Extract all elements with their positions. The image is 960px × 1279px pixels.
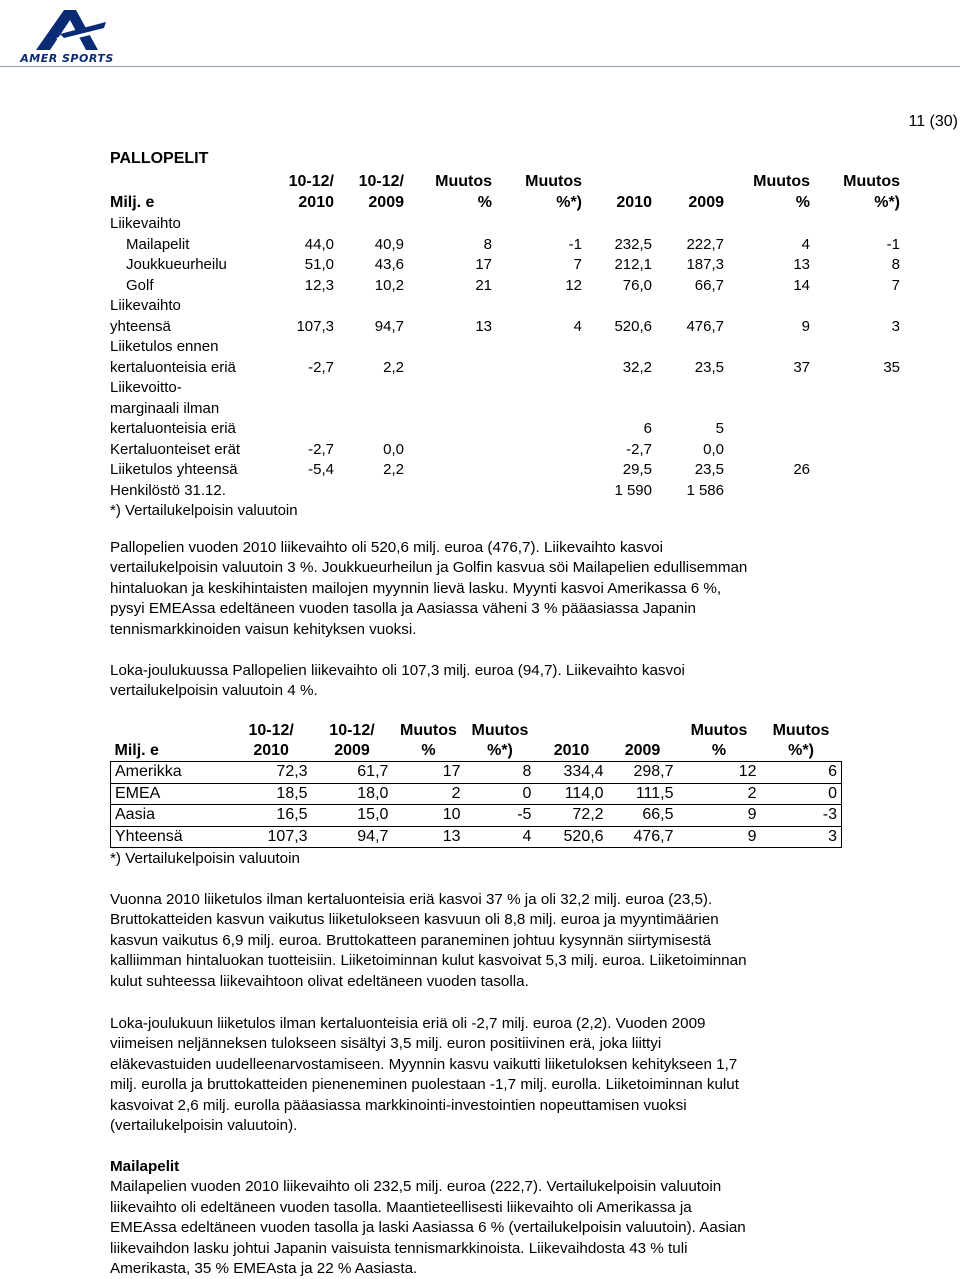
text-line: Loka-joulukuussa Pallopelien liikevaihto oli 107,3 milj. euroa (94,7). Liikevaihto kasvoi — [110, 662, 685, 679]
table-cell: 3 — [761, 826, 842, 848]
amer-sports-logo — [6, 4, 128, 66]
mailapelit-section — [110, 1157, 870, 1279]
table-cell: 6 — [761, 762, 842, 784]
table-cell: 40,9 — [374, 235, 404, 253]
table-cell: 0,0 — [383, 440, 404, 458]
row-label: kertaluonteisia eriä — [110, 420, 236, 437]
table-cell: 18,0 — [312, 783, 393, 805]
table-cell: 4 — [573, 317, 582, 335]
table-cell: 334,4 — [535, 762, 607, 784]
text-line: kasvoivat 2,6 milj. eurolla pääasiassa markkinointi-investointien nopeuttamisen vuoksi — [110, 1096, 687, 1114]
table-cell: -5 — [465, 805, 536, 827]
row-label: Liiketulos ennen — [110, 338, 219, 355]
table-cell: 111,5 — [608, 783, 678, 805]
column-header: 2009 — [368, 194, 404, 211]
column-header: %*) — [556, 194, 582, 211]
table-cell: 72,2 — [535, 805, 607, 827]
column-header: 10-12/ — [288, 173, 334, 190]
table-cell: -5,4 — [308, 461, 334, 478]
text-line: Bruttokatteiden kasvun vaikutus liiketulokseen kasvuun oli 8,8 milj. euroa ja myyntimäärien — [110, 911, 719, 929]
table-cell: 212,1 — [614, 256, 652, 273]
table-row — [110, 214, 902, 235]
row-label: marginaali ilman — [110, 399, 220, 417]
column-header: 2010 — [253, 742, 289, 759]
text-line: (vertailukelpoisin valuutoin). — [110, 1117, 298, 1135]
row-label: Yhteensä — [111, 826, 231, 848]
table-cell: 8 — [483, 235, 492, 253]
table-cell: 1 586 — [686, 481, 724, 499]
table-row — [111, 783, 842, 805]
text-line: viimeisen neljänneksen tulokseen sisältyi 3,5 milj. euron positiivinen erä, joka liittyi — [110, 1035, 662, 1053]
table-cell: -1 — [886, 235, 900, 253]
column-header: % — [711, 742, 727, 759]
table-cell: 1 590 — [614, 481, 652, 499]
table-cell: 4 — [801, 235, 810, 253]
table-footnote — [110, 501, 902, 522]
table-cell: 5 — [715, 420, 724, 437]
row-label: Aasia — [111, 805, 231, 827]
text-line: Amerikasta, 35 % EMEAsta ja 22 % Aasiasta. — [110, 1260, 418, 1278]
table-header-row — [111, 720, 842, 741]
table-cell: -2,7 — [308, 358, 334, 376]
row-label: Liiketulos yhteensä — [110, 461, 238, 478]
table-header-row — [110, 172, 902, 193]
table-cell: 9 — [678, 805, 761, 827]
table-cell: 12,3 — [304, 276, 334, 294]
table-cell: 0,0 — [703, 440, 724, 458]
table-header-row — [110, 193, 902, 214]
table-cell: 2 — [678, 783, 761, 805]
text-line: liikevaihto oli edeltäneen vuoden tasolla. Maantieteellisesti liikevaihto oli Amerikassa ja — [110, 1198, 692, 1216]
column-header: Muutos — [753, 173, 810, 190]
table-cell: 13 — [793, 256, 810, 273]
table-cell: 6 — [643, 420, 652, 437]
paragraph-ebit-2010 — [110, 890, 870, 992]
row-label: Liikevoitto- — [110, 379, 182, 396]
table-cell: 72,3 — [231, 762, 312, 784]
regional-table-footnote: *) Vertailukelpoisin valuutoin — [110, 850, 300, 867]
table-cell: -3 — [761, 805, 842, 827]
text-line: kulut suhteessa liikevaihtoon olivat edeltäneen vuoden tasolla. — [110, 972, 529, 990]
table-cell: 76,0 — [622, 276, 652, 294]
column-header: %*) — [874, 194, 900, 211]
text-line: EMEAssa edeltäneen vuoden tasolla ja laski Aasiassa 6 % (vertailukelpoisin valuutoin). Aasian — [110, 1219, 746, 1237]
table-cell: -2,7 — [626, 440, 652, 458]
row-label: Liikevaihto — [110, 297, 181, 314]
table-cell: 13 — [475, 317, 492, 335]
table-cell: -1 — [568, 235, 582, 253]
logo-mark-icon — [6, 4, 128, 52]
table-row — [110, 235, 902, 256]
paragraph-revenue-q4 — [110, 661, 870, 702]
table-header-row — [111, 741, 842, 762]
table-cell: 298,7 — [608, 762, 678, 784]
text-line: milj. eurolla ja bruttokatteiden pieneneminen puolestaan -1,7 milj. eurolla. Liiketoiminnan kulut — [110, 1076, 739, 1094]
table-cell: 94,7 — [312, 826, 393, 848]
table-row — [110, 317, 902, 338]
unit-label — [111, 720, 231, 741]
table-cell: 17 — [392, 762, 464, 784]
table-cell: 8 — [891, 256, 900, 273]
table-cell: 23,5 — [694, 358, 724, 376]
table-cell: 4 — [465, 826, 536, 848]
table-row — [110, 419, 902, 440]
brand-name: AMER SPORTS — [20, 52, 114, 65]
table-cell: 23,5 — [694, 461, 724, 478]
paragraph-ebit-q4 — [110, 1014, 870, 1136]
row-label: kertaluonteisia eriä — [110, 358, 236, 376]
column-header: 10-12/ — [358, 173, 404, 190]
table-cell: 37 — [793, 358, 810, 376]
table-row — [110, 399, 902, 420]
unit-label: Milj. e — [114, 742, 159, 759]
table-cell: 66,5 — [608, 805, 678, 827]
table-cell: 35 — [883, 358, 900, 376]
column-header: Muutos — [843, 173, 900, 190]
column-header: 2010 — [616, 194, 652, 211]
table-cell: 107,3 — [296, 317, 334, 335]
column-header: %*) — [487, 742, 513, 759]
table-cell: 61,7 — [312, 762, 393, 784]
table-cell: 51,0 — [304, 256, 334, 273]
table-row — [110, 276, 902, 297]
row-label: Joukkueurheilu — [126, 256, 227, 273]
row-label: Mailapelit — [126, 235, 190, 253]
table-cell: 12 — [565, 276, 582, 294]
table-cell: 18,5 — [231, 783, 312, 805]
table-row — [111, 805, 842, 827]
table-cell: 66,7 — [694, 276, 724, 294]
row-label: Golf — [126, 276, 154, 294]
table-cell: 2,2 — [383, 461, 404, 478]
table-cell: 29,5 — [622, 461, 652, 478]
column-header: 2009 — [688, 194, 724, 211]
table-cell: 13 — [392, 826, 464, 848]
table-cell: 26 — [793, 461, 810, 478]
row-label: Amerikka — [111, 762, 231, 784]
table-row — [110, 358, 902, 379]
table-cell: 187,3 — [686, 256, 724, 273]
column-header — [535, 720, 607, 741]
table-cell: 32,2 — [622, 358, 652, 376]
row-label: EMEA — [111, 783, 231, 805]
table-cell: 7 — [573, 256, 582, 273]
unit-label: Milj. e — [110, 194, 155, 211]
paragraph-revenue-2010 — [110, 538, 870, 640]
row-label: yhteensä — [110, 317, 171, 335]
column-header: 2010 — [553, 742, 590, 759]
regional-table — [110, 720, 842, 848]
table-cell: 10,2 — [374, 276, 404, 294]
table-row — [110, 337, 902, 358]
table-cell: 7 — [891, 276, 900, 294]
row-label: Kertaluonteiset erät — [110, 440, 241, 458]
table-cell: 21 — [475, 276, 492, 294]
column-header: Muutos — [690, 721, 748, 739]
table-cell: 94,7 — [374, 317, 404, 335]
column-header: %*) — [788, 742, 814, 759]
table-cell: 10 — [392, 805, 464, 827]
table-row — [110, 460, 902, 481]
table-cell: 44,0 — [304, 235, 334, 253]
table-cell: 9 — [801, 317, 810, 335]
text-line: pysyi EMEAssa edeltäneen vuoden tasolla ja Aasiassa väheni 3 % pääasiassa Japanin — [110, 600, 696, 618]
table-row — [110, 481, 902, 502]
table-cell: 520,6 — [614, 317, 652, 335]
text-line: vertailukelpoisin valuutoin 4 %. — [110, 682, 318, 700]
table-cell: 14 — [793, 276, 810, 294]
section-title: PALLOPELIT — [110, 150, 209, 167]
column-header: % — [477, 194, 492, 211]
text-line: Pallopelien vuoden 2010 liikevaihto oli 520,6 milj. euroa (476,7). Liikevaihto kasvoi — [110, 539, 663, 556]
column-header: Muutos — [400, 721, 457, 739]
column-header: 2009 — [624, 742, 661, 759]
column-header: Muutos — [471, 721, 529, 739]
table-row — [110, 255, 902, 276]
text-line: Mailapelien vuoden 2010 liikevaihto oli 232,5 milj. euroa (222,7). Vertailukelpoisin valuutoin — [110, 1178, 722, 1196]
table-cell: 476,7 — [608, 826, 678, 848]
table-row — [110, 296, 902, 317]
table-cell: 12 — [678, 762, 761, 784]
column-header: Muutos — [435, 173, 492, 190]
column-header: % — [421, 742, 436, 759]
table-cell: 17 — [475, 256, 492, 273]
table-cell: 0 — [465, 783, 536, 805]
text-line: kasvun vaikutus 6,9 milj. euroa. Bruttokatteen paraneminen johtuu kysynnän siirtymisestä — [110, 931, 712, 949]
text-line: Vuonna 2010 liiketulos ilman kertaluonteisia eriä kasvoi 37 % ja oli 32,2 milj. euroa (23,5). — [110, 891, 713, 908]
table-cell: 15,0 — [312, 805, 393, 827]
table-cell: 476,7 — [686, 317, 724, 335]
table-cell: 232,5 — [614, 235, 652, 253]
table-row — [111, 762, 842, 784]
text-line: eläkevastuiden uudelleenarvostamiseen. Myynnin kasvu vaikutti liiketuloksen kehitykseen 1,7 — [110, 1055, 738, 1073]
table-cell: 520,6 — [535, 826, 607, 848]
table-row — [110, 378, 902, 399]
table-cell: 8 — [465, 762, 536, 784]
column-header: % — [795, 194, 810, 211]
table-cell: -2,7 — [308, 440, 334, 458]
header-rule — [0, 66, 960, 67]
table-cell: 16,5 — [231, 805, 312, 827]
column-header: 2010 — [298, 194, 334, 211]
column-header: Muutos — [772, 721, 830, 739]
table-cell: 107,3 — [231, 826, 312, 848]
column-header: 2009 — [334, 742, 370, 759]
table-cell: 222,7 — [686, 235, 724, 253]
column-header: Muutos — [525, 173, 582, 190]
text-line: hintaluokan ja keskihintaisten mailojen myynnin lievä lasku. Myynti kasvoi Amerikassa 6 %, — [110, 579, 722, 597]
column-header — [608, 720, 678, 741]
table-cell: 9 — [678, 826, 761, 848]
column-header: 10-12/ — [329, 721, 375, 739]
row-label: Liikevaihto — [110, 215, 181, 232]
column-header: 10-12/ — [248, 721, 294, 739]
text-line: kalliimman hintaluokan tuotteisiin. Liiketoiminnan kulut kasvoivat 5,3 milj. euroa. Liiketoiminnan — [110, 952, 747, 970]
table-row — [111, 826, 842, 848]
mailapelit-title: Mailapelit — [110, 1158, 180, 1175]
table-cell: 43,6 — [374, 256, 404, 273]
text-line: vertailukelpoisin valuutoin 3 %. Joukkueurheilun ja Golfin kasvua söi Mailapelien edullisemman — [110, 559, 748, 577]
table-cell: 0 — [761, 783, 842, 805]
footnote-text: *) Vertailukelpoisin valuutoin — [110, 502, 298, 519]
row-label: Henkilöstö 31.12. — [110, 481, 226, 499]
table-row — [110, 440, 902, 461]
table-cell: 114,0 — [535, 783, 607, 805]
table-cell: 3 — [891, 317, 900, 335]
text-line: liikevaihdon lasku johtui Japanin vaisuista tennismarkkinoista. Liikevaihdosta 43 % tuli — [110, 1239, 688, 1257]
page-number: 11 (30) — [908, 113, 958, 130]
table-cell: 2 — [392, 783, 464, 805]
text-line: tennismarkkinoiden vaisun kehityksen vuoksi. — [110, 620, 417, 638]
table-cell: 2,2 — [383, 358, 404, 376]
text-line: Loka-joulukuun liiketulos ilman kertaluonteisia eriä oli -2,7 milj. euroa (2,2). Vuoden 2009 — [110, 1015, 706, 1032]
results-table — [110, 172, 902, 522]
